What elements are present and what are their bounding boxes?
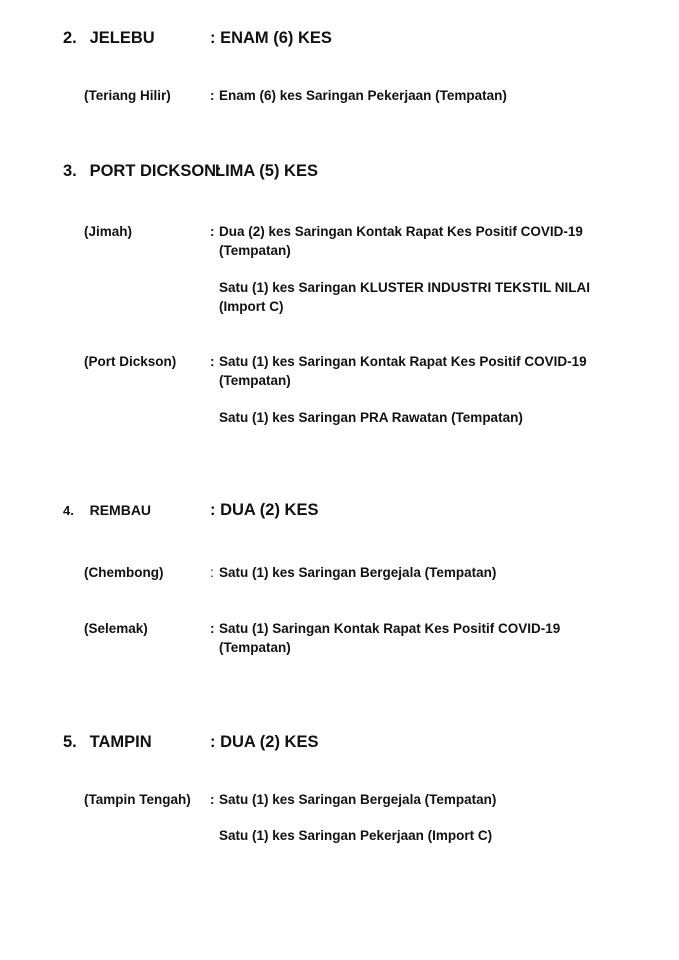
district-heading-jelebu: [63, 29, 332, 48]
case-line: Satu (1) kes Saringan Kontak Rapat Kes Positif COVID-19: [219, 354, 587, 369]
case-entry: [210, 563, 620, 582]
area-port-dickson: (Port Dickson): [84, 354, 177, 369]
case-line: (Tempatan): [219, 243, 291, 258]
case-line: Satu (1) kes Saringan KLUSTER INDUSTRI TEKSTIL NILAI: [219, 280, 591, 295]
district-number: 2.: [63, 29, 77, 47]
district-heading-port-dickson: [63, 162, 318, 181]
district-number: 3.: [63, 162, 77, 180]
case-line: Satu (1) kes Saringan Bergejala (Tempatan): [219, 792, 497, 807]
area-tampin-tengah: (Tampin Tengah): [84, 792, 191, 807]
district-name: PORT DICKSON:: [89, 162, 222, 180]
case-line: (Tempatan): [219, 373, 291, 388]
area-jimah: (Jimah): [84, 224, 133, 239]
district-total: : DUA (2) KES: [210, 501, 319, 519]
district-total: : ENAM (6) KES: [210, 29, 332, 47]
area-chembong: (Chembong): [84, 565, 164, 580]
case-entry: [210, 352, 620, 390]
district-name: TAMPIN: [89, 733, 152, 751]
case-entry: [210, 408, 620, 427]
case-line: Enam (6) kes Saringan Pekerjaan (Tempatan): [219, 88, 507, 103]
colon: :: [210, 224, 215, 239]
case-entry: [210, 619, 620, 657]
case-line: Satu (1) Saringan Kontak Rapat Kes Positif COVID-19: [219, 621, 561, 636]
colon: :: [210, 565, 214, 580]
area-selemak: (Selemak): [84, 621, 148, 636]
district-total: LIMA (5) KES: [215, 162, 318, 180]
case-entry: [210, 222, 620, 260]
case-line: Dua (2) kes Saringan Kontak Rapat Kes Positif COVID-19: [219, 224, 583, 239]
colon: :: [210, 792, 215, 807]
case-entry: [210, 790, 620, 809]
district-name: REMBAU: [89, 502, 152, 518]
district-name: JELEBU: [89, 29, 155, 47]
case-entry: [210, 86, 620, 105]
case-line: (Tempatan): [219, 640, 291, 655]
case-entry: [210, 826, 620, 845]
case-line: Satu (1) kes Saringan Pekerjaan (Import C): [219, 828, 493, 843]
district-heading-tampin: [63, 733, 319, 752]
case-line: Satu (1) kes Saringan PRA Rawatan (Tempatan): [219, 410, 523, 425]
area-teriang-hilir: (Teriang Hilir): [84, 88, 171, 103]
colon: :: [210, 88, 215, 103]
district-total: : DUA (2) KES: [210, 733, 319, 751]
case-line: Satu (1) kes Saringan Bergejala (Tempatan): [219, 565, 497, 580]
case-line: (Import C): [219, 299, 284, 314]
district-number: 5.: [63, 733, 77, 751]
case-entry: [210, 278, 620, 316]
district-heading-rembau: [63, 501, 319, 520]
colon: :: [210, 621, 215, 636]
district-number: 4.: [63, 503, 74, 518]
colon: :: [210, 354, 215, 369]
